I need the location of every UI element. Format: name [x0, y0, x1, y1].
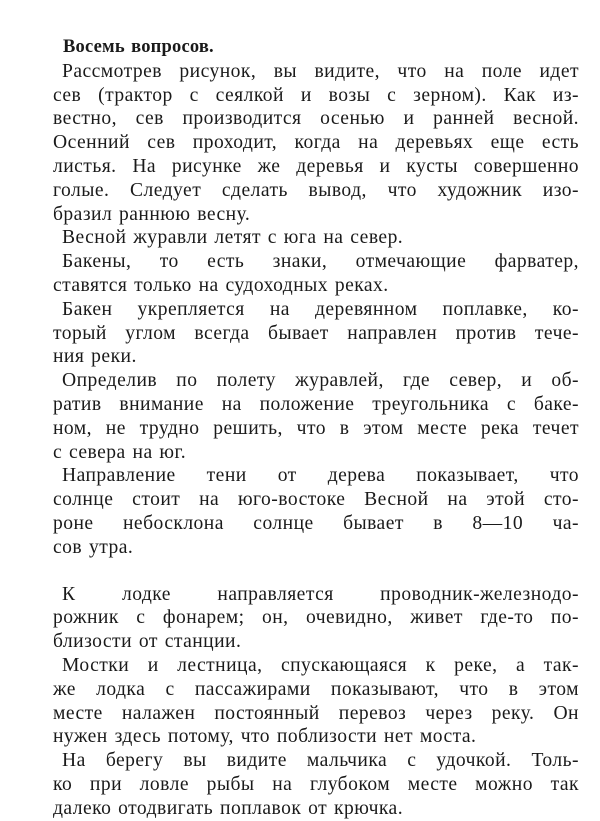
text-line: листья. На рисунке же деревья и кусты совершенно: [53, 155, 579, 177]
paragraph: [53, 226, 579, 250]
section-gap: [53, 560, 579, 583]
text-line: месте налажен постоянный перевоз через реку. Он: [53, 702, 579, 724]
text-line: роне небосклона солнце бывает в 8—10 ча-: [53, 512, 579, 534]
text-line: далеко отодвигать поплавок от крючка.: [53, 797, 404, 819]
paragraph: [53, 60, 579, 227]
text-line: Бакен укрепляется на деревянном поплавке, ко-: [62, 298, 579, 320]
text-line: ко при ловле рыбы на глубоком месте можно так: [53, 773, 579, 795]
text-line: нужен здесь потому, что поблизости нет моста.: [53, 726, 477, 748]
paragraph: [53, 583, 579, 654]
section-answers-part-2: [53, 583, 579, 821]
text-line: торый углом всегда бывает направлен против тече-: [53, 322, 579, 344]
text-line: К лодке направляется проводник-железнодо-: [62, 583, 579, 605]
text-line: же лодка с пассажирами показывают, что в этом: [53, 678, 579, 700]
text-line: сев (трактор с сеялкой и возы с зерном). Как из-: [53, 84, 579, 106]
paragraph: [53, 250, 579, 298]
paragraph: [53, 654, 579, 749]
text-line: Направление тени от дерева показывает, что: [62, 465, 579, 487]
text-line: рожник с фонарем; он, очевидно, живет где-то по-: [53, 607, 579, 629]
text-line: ставятся только на судоходных реках.: [53, 274, 389, 296]
text-line: Определив по полету журавлей, где север, и об-: [62, 370, 579, 392]
text-line: На берегу вы видите мальчика с удочкой. Толь-: [62, 750, 579, 772]
text-line: Мостки и лестница, спускающаяся к реке, а так-: [62, 654, 579, 676]
text-line: с севера на юг.: [53, 441, 187, 463]
paragraph: [53, 369, 579, 464]
paragraph: [53, 464, 579, 559]
text-line: вестно, сев производится осенью и ранней весной.: [53, 108, 579, 130]
text-line: Осенний сев проходит, когда на деревьях еще есть: [53, 132, 579, 154]
section-title: Восемь вопросов.: [63, 37, 214, 57]
text-line: ния реки.: [53, 346, 137, 368]
text-line: ратив внимание на положение треугольника с баке-: [53, 393, 579, 415]
text-line: Бакены, то есть знаки, отмечающие фарватер,: [62, 251, 579, 273]
text-line: Рассмотрев рисунок, вы видите, что на поле идет: [62, 60, 579, 82]
text-line: ном, не трудно решить, что в этом месте река течет: [53, 417, 579, 439]
document-page: [53, 36, 579, 821]
section-answers-part-1: [53, 60, 579, 560]
text-line: солнце стоит на юго-востоке Весной на этой сто-: [53, 489, 579, 511]
text-line: близости от станции.: [53, 631, 242, 653]
text-line: голые. Следует сделать вывод, что художник изо-: [53, 179, 579, 201]
text-line: бразил раннюю весну.: [53, 203, 251, 225]
paragraph: [53, 298, 579, 369]
paragraph: [53, 749, 579, 820]
text-line: сов утра.: [53, 536, 134, 558]
text-line: Весной журавли летят с юга на север.: [62, 227, 404, 249]
